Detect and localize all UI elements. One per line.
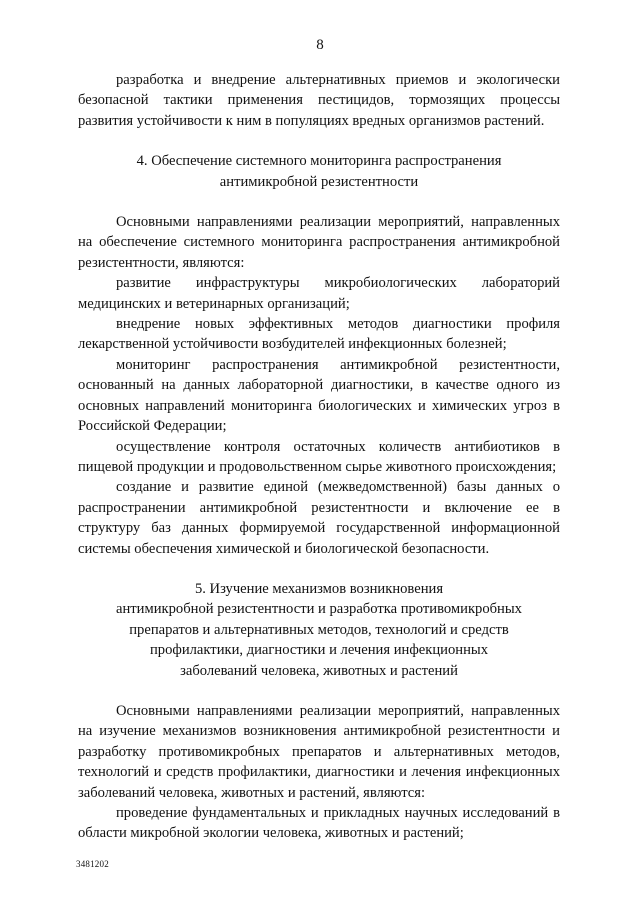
section-4-heading-line: 4. Обеспечение системного мониторинга распространения	[136, 153, 502, 170]
section-4-list-item: развитие инфраструктуры микробиологических лабораторий медицинских и ветеринарных организаций;	[78, 275, 560, 312]
section-5-heading-line: антимикробной резистентности и разработка противомикробных	[116, 601, 522, 618]
page-number: 8	[316, 37, 324, 53]
section-4-lead-paragraph: Основными направлениями реализации мероприятий, направленных на обеспечение системного мониторинга распространения антимикробной резистентности, являются:	[78, 214, 560, 271]
section-4-list-item: мониторинг распространения антимикробной резистентности, основанный на данных лабораторной диагностики, в качестве одного из основных направлений мониторинга биологических и химических угроз в Российской Федерации;	[78, 356, 560, 435]
section-5-list-item: проведение фундаментальных и прикладных научных исследований в области микробной экологии человека, животных и растений;	[78, 805, 560, 842]
section-5-heading-line: 5. Изучение механизмов возникновения	[194, 580, 444, 597]
intro-paragraph: разработка и внедрение альтернативных приемов и экологически безопасной тактики применения пестицидов, тормозящих процессы развития устойчивости к ним в популяциях вредных организмов растений.	[78, 72, 560, 129]
section-4-list-item: внедрение новых эффективных методов диагностики профиля лекарственной устойчивости возбудителей инфекционных болезней;	[78, 316, 560, 353]
document-id: 3481202	[76, 859, 109, 869]
section-5-heading-line: заболеваний человека, животных и растений	[180, 662, 458, 679]
section-5-heading-line: профилактики, диагностики и лечения инфекционных	[149, 642, 489, 659]
section-4-list-item: создание и развитие единой (межведомственной) базы данных о распространении антимикробной резистентности и включение ее в структуру баз данных формируемой государственной информационной системы обеспечения химической и биологической безопасности.	[78, 479, 560, 557]
section-5-heading-line: препаратов и альтернативных методов, технологий и средств	[129, 621, 509, 638]
section-5-lead-paragraph: Основными направлениями реализации мероприятий, направленных на изучение механизмов возникновения антимикробной резистентности и разработку противомикробных препаратов и альтернативных методов, технологий и средств профилактики, диагностики и лечения инфекционных заболеваний человека, животных и растений, являются:	[78, 702, 560, 801]
document-body	[78, 70, 560, 844]
section-4-list-item: осуществление контроля остаточных количеств антибиотиков в пищевой продукции и продовольственном сырье животного происхождения;	[78, 438, 560, 475]
section-5-heading	[78, 579, 560, 681]
section-4-heading	[78, 151, 560, 192]
section-4-heading-line: антимикробной резистентности	[219, 173, 419, 190]
